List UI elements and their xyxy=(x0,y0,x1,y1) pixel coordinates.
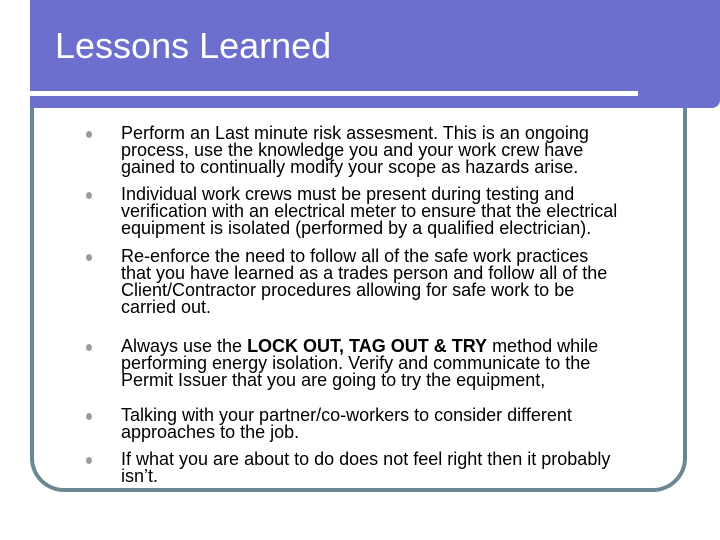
bullet-icon xyxy=(86,254,92,261)
bullet-icon xyxy=(86,344,92,351)
slide-title: Lessons Learned xyxy=(55,25,332,66)
bullet-text xyxy=(121,338,673,389)
bullet-icon xyxy=(86,192,92,199)
text-before-bold: Always use the xyxy=(121,336,248,356)
bullet-text: Talking with your partner/co-workers to consider different approaches to the job. xyxy=(121,405,572,442)
bullet-text: If what you are about to do does not feel right then it probably isn’t. xyxy=(121,449,611,486)
bullet-text: Perform an Last minute risk assesment. This is an ongoing process, use the knowledge you and your work crew have gained to continually modify your scope as hazards arise. xyxy=(121,123,589,177)
bullet-text: Re-enforce the need to follow all of the safe work practices that you have learned as a trades person and follow all of the Client/Contractor procedures allowing for safe work to be carried out. xyxy=(121,246,608,317)
bullet-text: Individual work crews must be present during testing and verification with an electrical meter to ensure that the electrical equipment is isolated (performed by a qualified electrician). xyxy=(121,184,618,238)
bullet-icon xyxy=(86,131,92,138)
bullet-icon xyxy=(86,457,92,464)
bold-procedure-text: LOCK OUT, TAG OUT & TRY xyxy=(247,336,488,356)
text-after-bold: method while performing energy isolation. Verify and communicate to the Permit Issuer that you are going to try the equipment, xyxy=(121,336,599,390)
bullet-icon xyxy=(86,413,92,420)
